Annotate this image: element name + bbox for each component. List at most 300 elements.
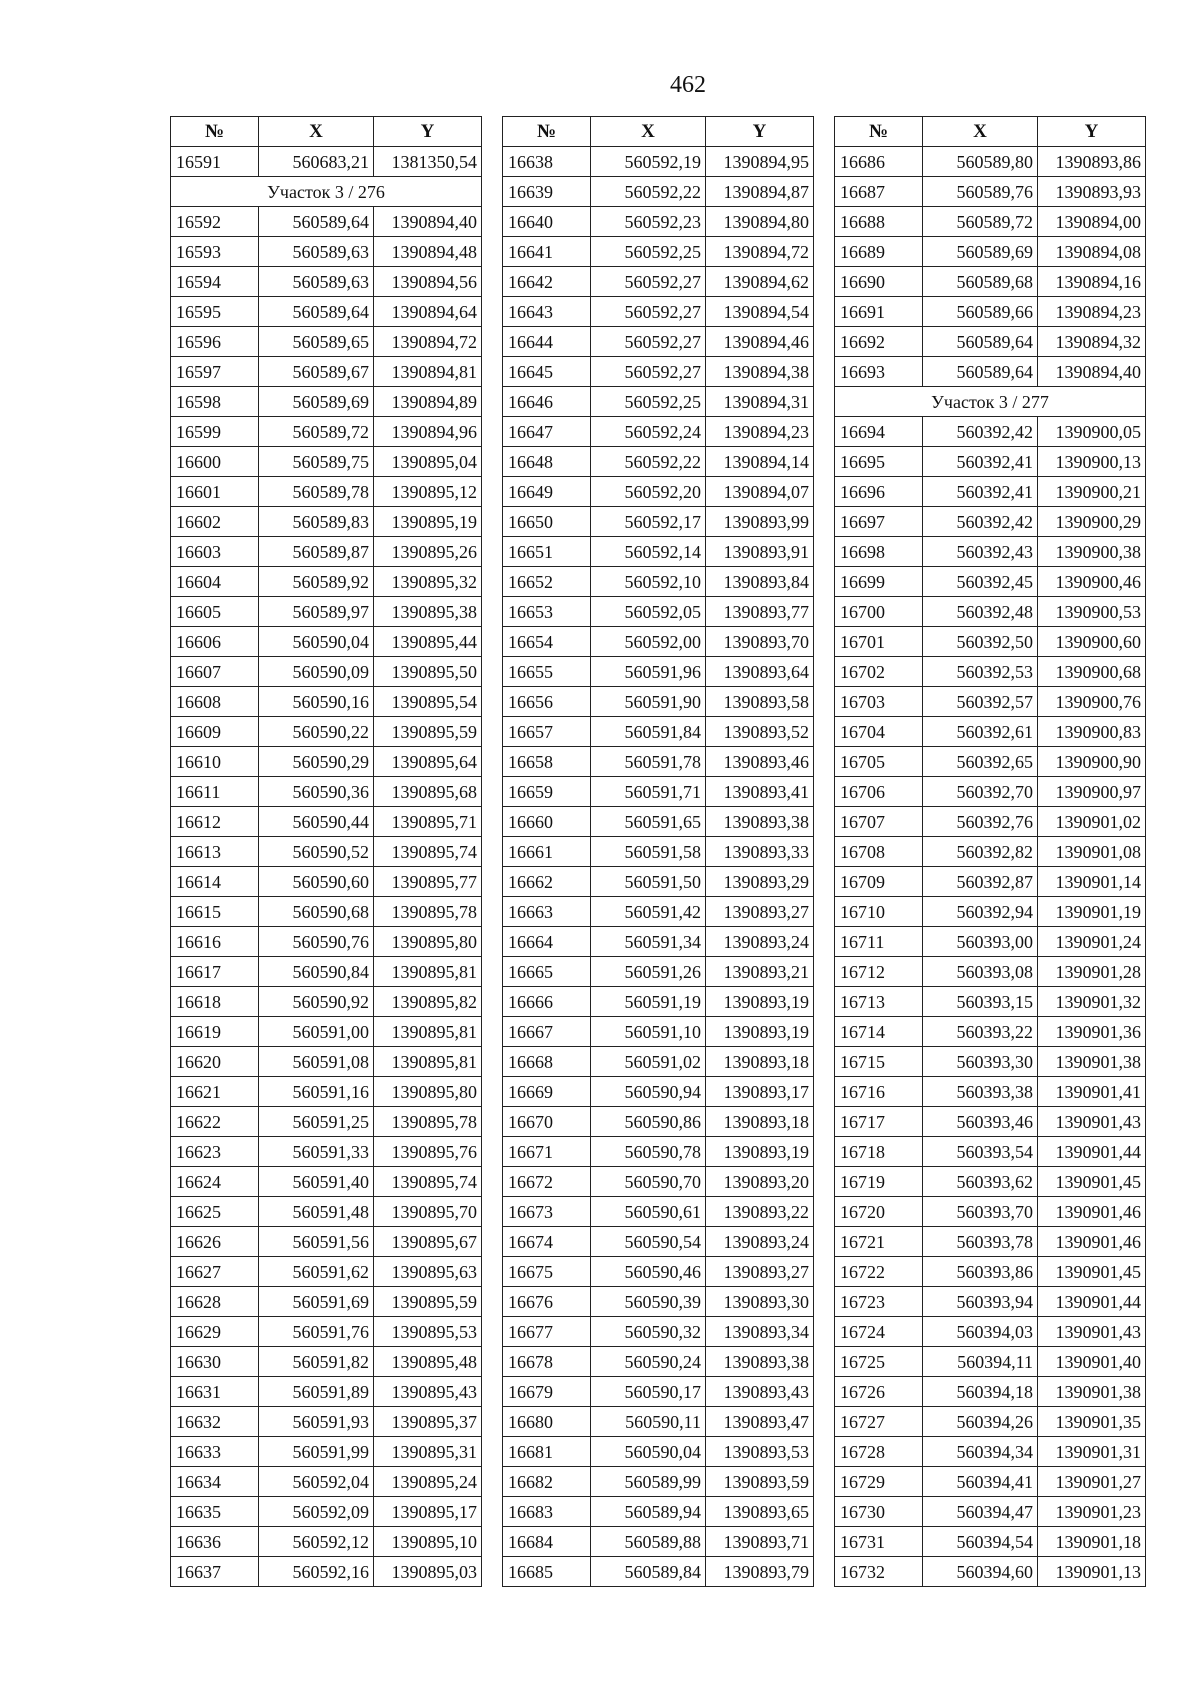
- table-row: [503, 747, 814, 777]
- point-number: 16628: [171, 1287, 259, 1317]
- x-coordinate: 560591,65: [591, 807, 706, 837]
- point-number: 16638: [503, 147, 591, 177]
- y-coordinate: 1390894,08: [1038, 237, 1146, 267]
- table-row: [171, 1467, 482, 1497]
- point-number: 16623: [171, 1137, 259, 1167]
- x-coordinate: 560394,54: [923, 1527, 1038, 1557]
- y-coordinate: 1390895,63: [374, 1257, 482, 1287]
- y-coordinate: 1390894,07: [706, 477, 814, 507]
- x-coordinate: 560590,11: [591, 1407, 706, 1437]
- y-coordinate: 1390900,53: [1038, 597, 1146, 627]
- y-coordinate: 1390894,87: [706, 177, 814, 207]
- point-number: 16599: [171, 417, 259, 447]
- y-coordinate: 1390901,46: [1038, 1197, 1146, 1227]
- table-row: [171, 1527, 482, 1557]
- point-number: 16605: [171, 597, 259, 627]
- point-number: 16730: [835, 1497, 923, 1527]
- point-number: 16652: [503, 567, 591, 597]
- point-number: 16649: [503, 477, 591, 507]
- x-coordinate: 560589,75: [259, 447, 374, 477]
- table-row: [171, 387, 482, 417]
- y-coordinate: 1390895,78: [374, 1107, 482, 1137]
- x-coordinate: 560392,87: [923, 867, 1038, 897]
- table-row: [171, 1437, 482, 1467]
- table-row: [503, 867, 814, 897]
- x-coordinate: 560589,84: [591, 1557, 706, 1587]
- point-number: 16711: [835, 927, 923, 957]
- point-number: 16602: [171, 507, 259, 537]
- table-row: [503, 567, 814, 597]
- x-coordinate: 560392,43: [923, 537, 1038, 567]
- table-row: [835, 1557, 1146, 1587]
- x-coordinate: 560392,76: [923, 807, 1038, 837]
- table-row: [835, 507, 1146, 537]
- y-coordinate: 1390893,59: [706, 1467, 814, 1497]
- point-number: 16617: [171, 957, 259, 987]
- x-coordinate: 560591,62: [259, 1257, 374, 1287]
- point-number: 16705: [835, 747, 923, 777]
- point-number: 16619: [171, 1017, 259, 1047]
- table-row: [503, 1407, 814, 1437]
- y-coordinate: 1390893,70: [706, 627, 814, 657]
- point-number: 16667: [503, 1017, 591, 1047]
- header-x: X: [923, 117, 1038, 147]
- point-number: 16715: [835, 1047, 923, 1077]
- table-row: [503, 177, 814, 207]
- y-coordinate: 1390894,32: [1038, 327, 1146, 357]
- table-row: [503, 1377, 814, 1407]
- x-coordinate: 560592,24: [591, 417, 706, 447]
- y-coordinate: 1390894,89: [374, 387, 482, 417]
- x-coordinate: 560393,22: [923, 1017, 1038, 1047]
- table-row: [171, 207, 482, 237]
- y-coordinate: 1390901,44: [1038, 1287, 1146, 1317]
- point-number: 16697: [835, 507, 923, 537]
- table-row: [835, 867, 1146, 897]
- y-coordinate: 1390893,47: [706, 1407, 814, 1437]
- y-coordinate: 1390901,27: [1038, 1467, 1146, 1497]
- x-coordinate: 560591,82: [259, 1347, 374, 1377]
- x-coordinate: 560592,27: [591, 267, 706, 297]
- table-row: [835, 897, 1146, 927]
- table-row: [171, 417, 482, 447]
- point-number: 16707: [835, 807, 923, 837]
- x-coordinate: 560591,40: [259, 1167, 374, 1197]
- point-number: 16687: [835, 177, 923, 207]
- point-number: 16714: [835, 1017, 923, 1047]
- point-number: 16727: [835, 1407, 923, 1437]
- y-coordinate: 1390895,50: [374, 657, 482, 687]
- y-coordinate: 1390901,18: [1038, 1527, 1146, 1557]
- y-coordinate: 1390895,68: [374, 777, 482, 807]
- x-coordinate: 560392,48: [923, 597, 1038, 627]
- table-row: [835, 1227, 1146, 1257]
- y-coordinate: 1390894,72: [706, 237, 814, 267]
- point-number: 16704: [835, 717, 923, 747]
- table-row: [503, 147, 814, 177]
- table-row: [503, 477, 814, 507]
- x-coordinate: 560590,76: [259, 927, 374, 957]
- point-number: 16678: [503, 1347, 591, 1377]
- x-coordinate: 560590,29: [259, 747, 374, 777]
- point-number: 16594: [171, 267, 259, 297]
- y-coordinate: 1390895,38: [374, 597, 482, 627]
- y-coordinate: 1390893,53: [706, 1437, 814, 1467]
- y-coordinate: 1390895,67: [374, 1227, 482, 1257]
- table-row: [835, 717, 1146, 747]
- y-coordinate: 1390893,19: [706, 1017, 814, 1047]
- y-coordinate: 1390901,45: [1038, 1167, 1146, 1197]
- section-title: Участок 3 / 276: [171, 177, 482, 207]
- table-row: [835, 297, 1146, 327]
- point-number: 16637: [171, 1557, 259, 1587]
- table-row: [835, 657, 1146, 687]
- y-coordinate: 1390894,80: [706, 207, 814, 237]
- table-row: [503, 1227, 814, 1257]
- point-number: 16693: [835, 357, 923, 387]
- y-coordinate: 1390901,46: [1038, 1227, 1146, 1257]
- x-coordinate: 560590,61: [591, 1197, 706, 1227]
- x-coordinate: 560394,03: [923, 1317, 1038, 1347]
- x-coordinate: 560592,00: [591, 627, 706, 657]
- table-row: [835, 597, 1146, 627]
- y-coordinate: 1390893,17: [706, 1077, 814, 1107]
- point-number: 16689: [835, 237, 923, 267]
- x-coordinate: 560589,92: [259, 567, 374, 597]
- point-number: 16642: [503, 267, 591, 297]
- y-coordinate: 1390893,93: [1038, 177, 1146, 207]
- x-coordinate: 560392,53: [923, 657, 1038, 687]
- x-coordinate: 560590,39: [591, 1287, 706, 1317]
- y-coordinate: 1390893,86: [1038, 147, 1146, 177]
- x-coordinate: 560592,12: [259, 1527, 374, 1557]
- y-coordinate: 1390895,53: [374, 1317, 482, 1347]
- table-row: [503, 207, 814, 237]
- x-coordinate: 560590,84: [259, 957, 374, 987]
- y-coordinate: 1390900,21: [1038, 477, 1146, 507]
- y-coordinate: 1390901,38: [1038, 1377, 1146, 1407]
- table-row: [503, 327, 814, 357]
- x-coordinate: 560591,10: [591, 1017, 706, 1047]
- table-row: [171, 1137, 482, 1167]
- y-coordinate: 1390893,33: [706, 837, 814, 867]
- point-number: 16630: [171, 1347, 259, 1377]
- point-number: 16653: [503, 597, 591, 627]
- table-row: [835, 627, 1146, 657]
- y-coordinate: 1390893,19: [706, 987, 814, 1017]
- x-coordinate: 560589,66: [923, 297, 1038, 327]
- x-coordinate: 560589,64: [259, 207, 374, 237]
- x-coordinate: 560394,41: [923, 1467, 1038, 1497]
- y-coordinate: 1390893,30: [706, 1287, 814, 1317]
- point-number: 16627: [171, 1257, 259, 1287]
- point-number: 16591: [171, 147, 259, 177]
- y-coordinate: 1390894,40: [1038, 357, 1146, 387]
- y-coordinate: 1390893,29: [706, 867, 814, 897]
- point-number: 16620: [171, 1047, 259, 1077]
- x-coordinate: 560592,22: [591, 177, 706, 207]
- table-row: [171, 1077, 482, 1107]
- table-row: [171, 327, 482, 357]
- table-row: [503, 447, 814, 477]
- x-coordinate: 560591,00: [259, 1017, 374, 1047]
- point-number: 16691: [835, 297, 923, 327]
- table-row: [835, 927, 1146, 957]
- point-number: 16701: [835, 627, 923, 657]
- point-number: 16672: [503, 1167, 591, 1197]
- table-row: [171, 507, 482, 537]
- x-coordinate: 560392,41: [923, 477, 1038, 507]
- y-coordinate: 1390895,43: [374, 1377, 482, 1407]
- table-row: [503, 1197, 814, 1227]
- x-coordinate: 560591,42: [591, 897, 706, 927]
- point-number: 16680: [503, 1407, 591, 1437]
- header-num: №: [835, 117, 923, 147]
- y-coordinate: 1390900,13: [1038, 447, 1146, 477]
- x-coordinate: 560589,76: [923, 177, 1038, 207]
- x-coordinate: 560591,99: [259, 1437, 374, 1467]
- table-row: [835, 477, 1146, 507]
- x-coordinate: 560392,57: [923, 687, 1038, 717]
- x-coordinate: 560589,99: [591, 1467, 706, 1497]
- point-number: 16604: [171, 567, 259, 597]
- x-coordinate: 560393,15: [923, 987, 1038, 1017]
- x-coordinate: 560592,14: [591, 537, 706, 567]
- x-coordinate: 560591,16: [259, 1077, 374, 1107]
- point-number: 16703: [835, 687, 923, 717]
- point-number: 16614: [171, 867, 259, 897]
- point-number: 16646: [503, 387, 591, 417]
- table-row: [503, 987, 814, 1017]
- point-number: 16710: [835, 897, 923, 927]
- point-number: 16615: [171, 897, 259, 927]
- point-number: 16609: [171, 717, 259, 747]
- point-number: 16682: [503, 1467, 591, 1497]
- y-coordinate: 1390901,36: [1038, 1017, 1146, 1047]
- y-coordinate: 1390893,99: [706, 507, 814, 537]
- table-row: [835, 687, 1146, 717]
- y-coordinate: 1390895,74: [374, 1167, 482, 1197]
- y-coordinate: 1390895,10: [374, 1527, 482, 1557]
- x-coordinate: 560589,68: [923, 267, 1038, 297]
- point-number: 16725: [835, 1347, 923, 1377]
- y-coordinate: 1390895,37: [374, 1407, 482, 1437]
- table-row: [503, 1317, 814, 1347]
- point-number: 16606: [171, 627, 259, 657]
- y-coordinate: 1390893,58: [706, 687, 814, 717]
- point-number: 16608: [171, 687, 259, 717]
- point-number: 16728: [835, 1437, 923, 1467]
- x-coordinate: 560393,38: [923, 1077, 1038, 1107]
- point-number: 16708: [835, 837, 923, 867]
- table-row: [503, 657, 814, 687]
- table-header-row: [171, 117, 482, 147]
- y-coordinate: 1390901,40: [1038, 1347, 1146, 1377]
- point-number: 16731: [835, 1527, 923, 1557]
- y-coordinate: 1390893,18: [706, 1047, 814, 1077]
- table-row: [503, 1257, 814, 1287]
- x-coordinate: 560589,67: [259, 357, 374, 387]
- point-number: 16593: [171, 237, 259, 267]
- x-coordinate: 560590,70: [591, 1167, 706, 1197]
- header-x: X: [259, 117, 374, 147]
- x-coordinate: 560590,24: [591, 1347, 706, 1377]
- y-coordinate: 1390894,64: [374, 297, 482, 327]
- y-coordinate: 1390894,23: [1038, 297, 1146, 327]
- x-coordinate: 560392,65: [923, 747, 1038, 777]
- table-row: [503, 687, 814, 717]
- x-coordinate: 560590,09: [259, 657, 374, 687]
- point-number: 16635: [171, 1497, 259, 1527]
- y-coordinate: 1390901,35: [1038, 1407, 1146, 1437]
- y-coordinate: 1390894,48: [374, 237, 482, 267]
- y-coordinate: 1390895,31: [374, 1437, 482, 1467]
- y-coordinate: 1390894,38: [706, 357, 814, 387]
- table-row: [171, 927, 482, 957]
- x-coordinate: 560392,42: [923, 417, 1038, 447]
- table-row: [171, 1497, 482, 1527]
- point-number: 16698: [835, 537, 923, 567]
- point-number: 16658: [503, 747, 591, 777]
- y-coordinate: 1390894,14: [706, 447, 814, 477]
- point-number: 16699: [835, 567, 923, 597]
- x-coordinate: 560590,46: [591, 1257, 706, 1287]
- table-row: [835, 747, 1146, 777]
- y-coordinate: 1390893,64: [706, 657, 814, 687]
- table-row: [171, 477, 482, 507]
- y-coordinate: 1390894,56: [374, 267, 482, 297]
- point-number: 16656: [503, 687, 591, 717]
- y-coordinate: 1390900,97: [1038, 777, 1146, 807]
- y-coordinate: 1390901,43: [1038, 1107, 1146, 1137]
- y-coordinate: 1390893,41: [706, 777, 814, 807]
- point-number: 16665: [503, 957, 591, 987]
- x-coordinate: 560590,94: [591, 1077, 706, 1107]
- table-row: [835, 147, 1146, 177]
- point-number: 16611: [171, 777, 259, 807]
- header-y: Y: [1038, 117, 1146, 147]
- table-row: [835, 1317, 1146, 1347]
- x-coordinate: 560591,58: [591, 837, 706, 867]
- table-row: [503, 777, 814, 807]
- point-number: 16724: [835, 1317, 923, 1347]
- table-row: [171, 837, 482, 867]
- table-row: [835, 1257, 1146, 1287]
- x-coordinate: 560591,89: [259, 1377, 374, 1407]
- table-row: [835, 1527, 1146, 1557]
- y-coordinate: 1390893,38: [706, 807, 814, 837]
- x-coordinate: 560392,42: [923, 507, 1038, 537]
- header-num: №: [503, 117, 591, 147]
- x-coordinate: 560590,92: [259, 987, 374, 1017]
- table-row: [835, 1167, 1146, 1197]
- x-coordinate: 560393,46: [923, 1107, 1038, 1137]
- x-coordinate: 560393,62: [923, 1167, 1038, 1197]
- table-row: [835, 177, 1146, 207]
- section-row: [835, 387, 1146, 417]
- page-number: 462: [670, 72, 706, 98]
- table-row: [171, 627, 482, 657]
- x-coordinate: 560589,64: [923, 357, 1038, 387]
- x-coordinate: 560590,04: [259, 627, 374, 657]
- y-coordinate: 1390901,41: [1038, 1077, 1146, 1107]
- y-coordinate: 1390893,22: [706, 1197, 814, 1227]
- table-row: [503, 627, 814, 657]
- x-coordinate: 560591,02: [591, 1047, 706, 1077]
- x-coordinate: 560589,78: [259, 477, 374, 507]
- table-row: [171, 447, 482, 477]
- table-row: [835, 1377, 1146, 1407]
- y-coordinate: 1390895,81: [374, 1047, 482, 1077]
- table-row: [835, 357, 1146, 387]
- point-number: 16629: [171, 1317, 259, 1347]
- x-coordinate: 560392,82: [923, 837, 1038, 867]
- point-number: 16624: [171, 1167, 259, 1197]
- table-row: [503, 507, 814, 537]
- point-number: 16717: [835, 1107, 923, 1137]
- y-coordinate: 1390901,02: [1038, 807, 1146, 837]
- point-number: 16597: [171, 357, 259, 387]
- table-row: [503, 387, 814, 417]
- point-number: 16662: [503, 867, 591, 897]
- table-row: [835, 237, 1146, 267]
- x-coordinate: 560589,69: [259, 387, 374, 417]
- x-coordinate: 560591,08: [259, 1047, 374, 1077]
- point-number: 16716: [835, 1077, 923, 1107]
- point-number: 16722: [835, 1257, 923, 1287]
- point-number: 16643: [503, 297, 591, 327]
- x-coordinate: 560590,16: [259, 687, 374, 717]
- y-coordinate: 1390895,54: [374, 687, 482, 717]
- x-coordinate: 560393,78: [923, 1227, 1038, 1257]
- x-coordinate: 560394,34: [923, 1437, 1038, 1467]
- point-number: 16657: [503, 717, 591, 747]
- table-row: [171, 657, 482, 687]
- x-coordinate: 560589,64: [923, 327, 1038, 357]
- y-coordinate: 1390895,04: [374, 447, 482, 477]
- point-number: 16677: [503, 1317, 591, 1347]
- x-coordinate: 560592,23: [591, 207, 706, 237]
- y-coordinate: 1390894,96: [374, 417, 482, 447]
- table-row: [835, 1437, 1146, 1467]
- table-row: [835, 1467, 1146, 1497]
- y-coordinate: 1390901,44: [1038, 1137, 1146, 1167]
- y-coordinate: 1390894,40: [374, 207, 482, 237]
- y-coordinate: 1390893,18: [706, 1107, 814, 1137]
- x-coordinate: 560392,45: [923, 567, 1038, 597]
- x-coordinate: 560589,63: [259, 267, 374, 297]
- point-number: 16695: [835, 447, 923, 477]
- x-coordinate: 560589,72: [923, 207, 1038, 237]
- table-row: [835, 417, 1146, 447]
- x-coordinate: 560393,08: [923, 957, 1038, 987]
- x-coordinate: 560589,69: [923, 237, 1038, 267]
- table-row: [171, 237, 482, 267]
- table-row: [503, 1287, 814, 1317]
- point-number: 16659: [503, 777, 591, 807]
- x-coordinate: 560592,10: [591, 567, 706, 597]
- point-number: 16600: [171, 447, 259, 477]
- y-coordinate: 1390895,76: [374, 1137, 482, 1167]
- table-row: [171, 267, 482, 297]
- table-row: [171, 567, 482, 597]
- y-coordinate: 1390895,26: [374, 537, 482, 567]
- point-number: 16644: [503, 327, 591, 357]
- x-coordinate: 560590,60: [259, 867, 374, 897]
- y-coordinate: 1390895,81: [374, 1017, 482, 1047]
- point-number: 16732: [835, 1557, 923, 1587]
- table-row: [171, 1317, 482, 1347]
